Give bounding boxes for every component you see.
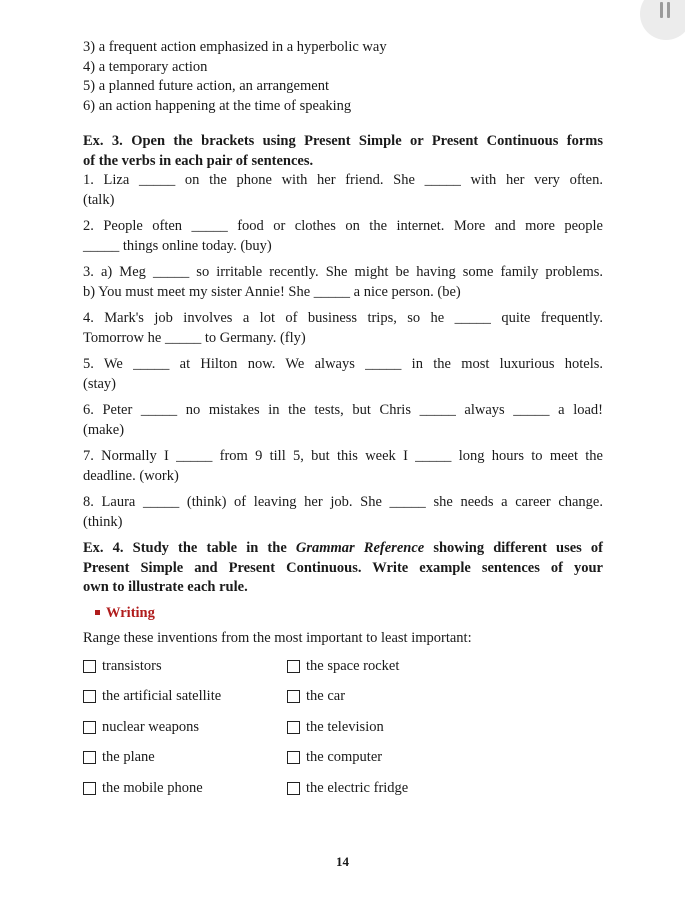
exercise-item-line: 3. a) Meg _____ so irritable recently. She might be having some family problems.: [83, 264, 603, 280]
checklist-item[interactable]: [83, 718, 287, 738]
exercise-item-line: 1. Liza _____ on the phone with her friend. She _____ with her very often.: [83, 172, 603, 188]
exercise-4-title-part: showing different uses of: [424, 540, 603, 556]
checkbox-icon[interactable]: [83, 721, 96, 734]
exercise-item: [83, 355, 603, 394]
exercise-item-line: _____ things online today. (buy): [83, 237, 272, 254]
checklist-item[interactable]: [83, 779, 287, 799]
exercise-item: [83, 447, 603, 486]
writing-intro: Range these inventions from the most important to least important:: [83, 630, 472, 646]
menu-bar-icon: [667, 2, 670, 18]
exercise-item-line: 7. Normally I _____ from 9 till 5, but this week I _____ long hours to meet the: [83, 448, 603, 464]
checkbox-icon[interactable]: [83, 660, 96, 673]
checklist-label: the space rocket: [306, 657, 400, 674]
exercise-item-line: (think): [83, 513, 123, 530]
bullet-icon: [95, 610, 100, 615]
exercise-item-line: (make): [83, 421, 125, 438]
exercise-item-line: 2. People often _____ food or clothes on the internet. More and more people: [83, 218, 603, 234]
checklist-label: nuclear weapons: [102, 718, 200, 735]
checklist-label: the computer: [306, 749, 383, 765]
exercise-item-line: (stay): [83, 375, 117, 392]
menu-bar-icon: [660, 2, 663, 18]
previous-list: [83, 38, 603, 116]
list-item: 3) a frequent action emphasized in a hyperbolic way: [83, 39, 387, 55]
exercise-item: [83, 309, 603, 348]
checkbox-icon[interactable]: [83, 690, 96, 703]
checkbox-icon[interactable]: [287, 751, 300, 764]
exercise-item-line: (talk): [83, 191, 115, 208]
checklist-item[interactable]: [287, 687, 527, 707]
exercise-4-title: [83, 539, 603, 559]
exercise-item-line: b) You must meet my sister Annie! She _____ a nice person. (be): [83, 283, 461, 300]
exercise-item: [83, 263, 603, 302]
checklist-item[interactable]: [83, 687, 287, 707]
grammar-reference-title: Grammar Reference: [295, 540, 425, 556]
checklist-item[interactable]: [287, 718, 527, 738]
checklist-item[interactable]: [287, 779, 527, 799]
checkbox-icon[interactable]: [287, 660, 300, 673]
exercise-item-line: 4. Mark's job involves a lot of business trips, so he _____ quite frequently.: [83, 310, 603, 326]
checklist-label: the mobile phone: [102, 779, 203, 796]
list-item: 4) a temporary action: [83, 58, 208, 75]
checklist-label: the artificial satellite: [102, 688, 222, 704]
exercise-item: [83, 171, 603, 210]
checklist-label: the car: [306, 688, 346, 704]
exercise-4-title: Present Simple and Present Continuous. Write example sentences of your: [83, 559, 603, 576]
checkbox-icon[interactable]: [287, 690, 300, 703]
exercise-item-line: deadline. (work): [83, 467, 179, 484]
document-page: [83, 38, 603, 798]
list-item: 6) an action happening at the time of speaking: [83, 97, 352, 114]
exercise-item: [83, 493, 603, 532]
exercise-3: [83, 132, 603, 532]
checklist-label: the plane: [102, 749, 155, 765]
exercise-item-line: 6. Peter _____ no mistakes in the tests, but Chris _____ always _____ a load!: [83, 402, 603, 418]
checkbox-icon[interactable]: [83, 751, 96, 764]
exercise-item: [83, 217, 603, 256]
checklist-label: transistors: [102, 657, 162, 674]
exercise-3-title: Ex. 3. Open the brackets using Present Simple or Present Continuous forms: [83, 133, 603, 149]
checklist-item[interactable]: [287, 657, 527, 677]
checklist-label: the television: [306, 718, 384, 735]
checkbox-icon[interactable]: [83, 782, 96, 795]
menu-handle-button[interactable]: [640, 0, 685, 40]
inventions-checklist: [83, 657, 603, 799]
page-number: 14: [336, 854, 349, 869]
checklist-label: the electric fridge: [306, 779, 409, 796]
exercise-4-title-part: Ex. 4. Study the table in the: [83, 540, 296, 556]
exercise-item-line: 8. Laura _____ (think) of leaving her job. She _____ she needs a career change.: [83, 494, 603, 510]
checkbox-icon[interactable]: [287, 782, 300, 795]
writing-heading: [95, 604, 603, 624]
checklist-item[interactable]: [287, 748, 527, 768]
exercise-item: [83, 401, 603, 440]
writing-heading-label: Writing: [106, 604, 155, 621]
exercise-4-title: own to illustrate each rule.: [83, 579, 248, 595]
exercise-item-line: 5. We _____ at Hilton now. We always _____ in the most luxurious hotels.: [83, 356, 603, 372]
exercise-4: [83, 539, 603, 598]
list-item: 5) a planned future action, an arrangement: [83, 78, 329, 94]
exercise-3-title: of the verbs in each pair of sentences.: [83, 152, 314, 169]
exercise-item-line: Tomorrow he _____ to Germany. (fly): [83, 329, 306, 346]
checklist-item[interactable]: [83, 748, 287, 768]
checklist-item[interactable]: [83, 657, 287, 677]
checkbox-icon[interactable]: [287, 721, 300, 734]
